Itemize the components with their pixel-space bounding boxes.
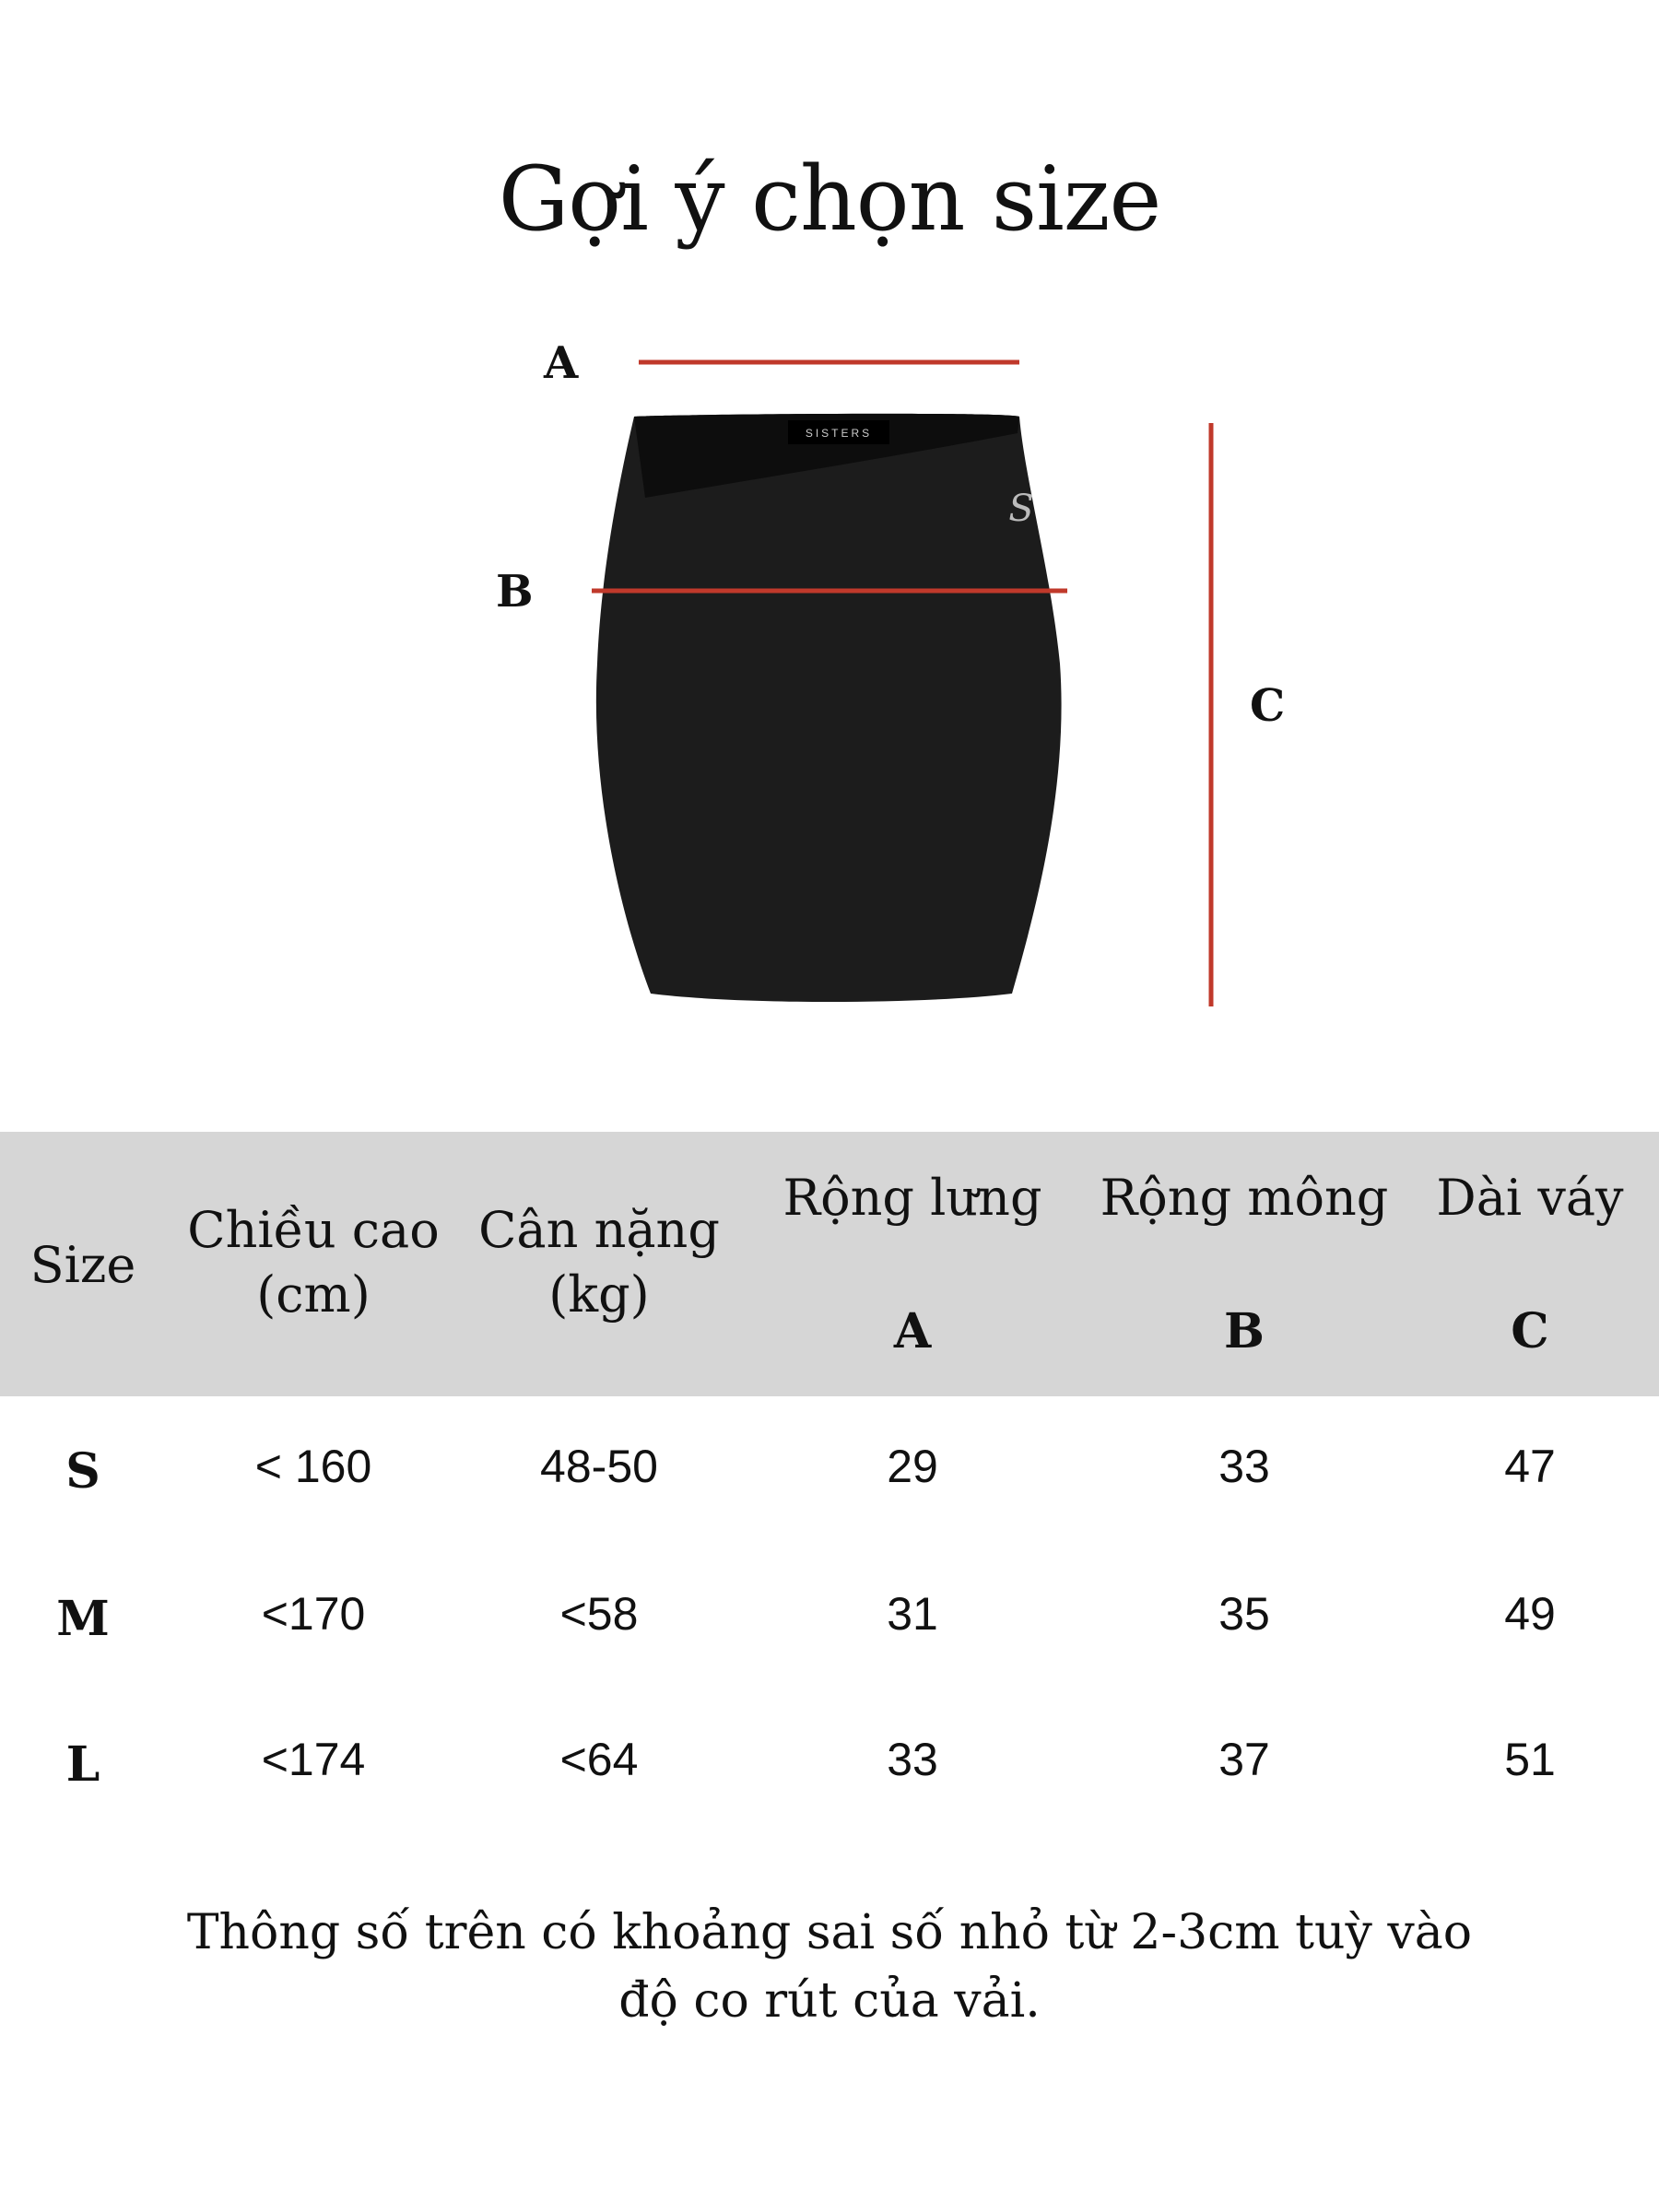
row-waist: 33: [887, 1734, 938, 1785]
row-hip: 35: [1218, 1588, 1270, 1640]
size-note-line2: độ co rút của vải.: [618, 1973, 1041, 2029]
col-header-height-line1: Chiều cao: [187, 1201, 440, 1259]
col-header-waist-letter: A: [893, 1303, 932, 1359]
col-header-weight-line2: (kg): [548, 1265, 650, 1324]
label-a: A: [544, 337, 579, 389]
col-header-height: [175, 1198, 452, 1327]
col-header-hip-letter: B: [1224, 1303, 1265, 1359]
row-height: <174: [261, 1734, 366, 1785]
row-length: 47: [1504, 1441, 1556, 1492]
row-weight: <58: [559, 1588, 639, 1640]
col-header-size: Size: [29, 1236, 136, 1294]
col-header-height-line2: (cm): [256, 1265, 371, 1324]
label-c: C: [1250, 680, 1286, 732]
row-length: 49: [1504, 1588, 1556, 1640]
row-length: 51: [1504, 1734, 1556, 1785]
row-weight: <64: [559, 1734, 639, 1785]
skirt-illustration: [0, 0, 1659, 1060]
col-header-weight-line1: Cân nặng: [478, 1201, 720, 1259]
row-hip: 33: [1218, 1441, 1270, 1492]
row-waist: 31: [887, 1588, 938, 1640]
row-height: < 160: [254, 1441, 372, 1492]
size-note: [0, 1899, 1659, 2035]
col-header-length-letter: C: [1511, 1303, 1549, 1359]
col-header-waist: Rộng lưng: [782, 1169, 1042, 1227]
row-waist: 29: [887, 1441, 938, 1492]
row-size: L: [65, 1736, 100, 1793]
size-note-line1: Thông số trên có khoảng sai số nhỏ từ 2-3cm tuỳ vào: [186, 1905, 1473, 1960]
brand-tag-text: SISTERS: [805, 427, 873, 440]
col-header-hip: Rộng mông: [1100, 1169, 1389, 1227]
row-weight: 48-50: [540, 1441, 658, 1492]
logo-s-icon: S: [1008, 488, 1034, 530]
skirt-shape: [596, 414, 1062, 1002]
col-header-weight: [461, 1198, 737, 1327]
col-header-length: Dài váy: [1436, 1169, 1624, 1227]
row-size: M: [56, 1591, 110, 1647]
label-b: B: [496, 566, 534, 618]
measurement-diagram: [0, 0, 1659, 1060]
row-height: <170: [261, 1588, 366, 1640]
page-title: Gợi ý chọn size: [498, 147, 1161, 251]
row-size: S: [65, 1443, 100, 1500]
row-hip: 37: [1218, 1734, 1270, 1785]
